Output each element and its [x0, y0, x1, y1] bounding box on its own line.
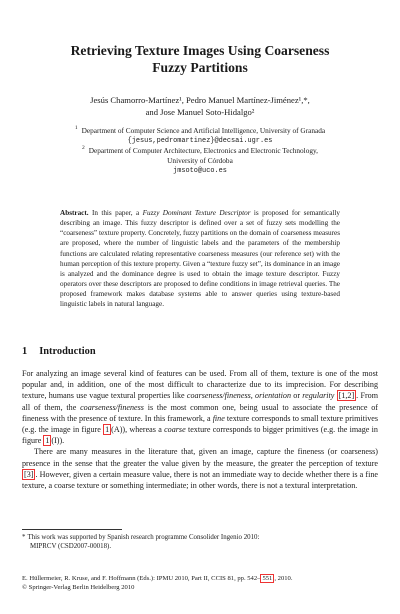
abstract-text-pre: In this paper, a [88, 209, 143, 217]
paper-title [20, 42, 380, 76]
emph: coarseness/fineness, orientation [186, 391, 292, 401]
affiliation-text-2: University of Córdoba [167, 156, 233, 166]
affiliation-email: {jesus,pedromartinez}@decsai.ugr.es [127, 137, 273, 146]
paragraph [22, 368, 378, 446]
abstract [60, 208, 340, 310]
title-line-1: Retrieving Texture Images Using Coarseness [70, 43, 330, 58]
footnote-mark: * [22, 534, 26, 541]
copyright-line: © Springer-Verlag Berlin Heidelberg 2010 [22, 584, 135, 592]
abstract-emph: Fuzzy Dominant Texture Descriptor [142, 209, 251, 217]
emph: regularity [302, 391, 335, 401]
text: (A)), whereas a [111, 425, 165, 435]
text: There are many measures in the literature that, given an image, capture the fineness (or coarseness) presence in the sense that the greater the value given by the measure, the greater the perception of texture [22, 447, 378, 468]
text: E. Hüllermeier, R. Kruse, and F. Hoffmann (Eds.): IPMU 2010, Part II, CCIS 81, pp. 542– [22, 575, 261, 582]
footnote-line-1 [22, 533, 378, 542]
title-line-2: Fuzzy Partitions [152, 60, 248, 75]
text: (I)). [51, 436, 65, 446]
citation-link[interactable]: [3] [24, 469, 34, 479]
affiliation-number: 2 [81, 145, 85, 152]
authors-line-2: and Jose Manuel Soto-Hidalgo² [145, 106, 255, 117]
citation-link[interactable]: [1,2] [338, 391, 355, 401]
emph: coarse [164, 425, 186, 435]
text: or [291, 391, 303, 401]
footnote-text: This work was supported by Spanish research programme Consolider Ingenio 2010: [27, 534, 260, 541]
section-heading [22, 346, 96, 357]
text: is the most common one, being usual to associate the presence of fineness with the presence of texture. In this framework, a [22, 402, 378, 423]
affiliation-1 [20, 126, 380, 136]
authors [20, 95, 380, 118]
text: . From all of them, the [22, 391, 379, 412]
emph: coarseness/fineness [80, 402, 144, 412]
text: . However, given a certain measure value, there is not an immediate way to decide whether there is a fine texture, a coarse texture or something intermediate; in other words, there is not a textural interpretation. [22, 469, 378, 491]
figure-link[interactable]: 1 [45, 436, 50, 446]
text: texture corresponds to small texture primitives (e.g. the image in figure [22, 413, 378, 435]
affiliation-2 [20, 146, 380, 156]
section-title: Introduction [39, 346, 96, 357]
authors-line-1: Jesús Chamorro-Martínez¹, Pedro Manuel Martínez-Jiménez¹,*, [90, 95, 310, 105]
text: For analyzing an image several kind of features can be used. From all of them, texture is one of the most popular and, in addition, one of the most difficult to characterize due to its imprecision. For describing texture, humans use vague textural properties like [22, 369, 378, 401]
text: , 2010. [274, 575, 293, 582]
emph: fine [212, 413, 225, 423]
affiliation-text: Department of Computer Science and Artificial Intelligence, University of Granada [81, 126, 326, 135]
footnote-rule [22, 529, 122, 530]
footnote-line-2: MIPRCV (CSD2007-00018). [30, 543, 112, 551]
abstract-label: Abstract. [60, 209, 89, 217]
body-text [22, 368, 378, 491]
affiliation-number: 1 [74, 125, 78, 131]
affiliation-text: Department of Computer Architecture, Electronics and Electronic Technology, [88, 146, 318, 156]
section-number: 1 [22, 346, 28, 357]
publication-line-1 [22, 574, 378, 583]
page-link[interactable]: 551 [262, 575, 273, 582]
publication-info [22, 574, 378, 592]
abstract-text-post: is proposed for semantically describing an image. This fuzzy descriptor is defined over a set of fuzzy sets modelling the “coarseness” texture property. Concretely, fuzzy partitions on the domain of coarseness measures are proposed, where the number of linguistic labels and the parameters of the membership functions are calculated relating representative coarseness measures (our reference set) with the human perception of this texture property. Given a “texture fuzzy set”, its dominance in an image is analyzed and the dominance degree is used to obtain the image texture descriptor. Fuzzy operators over these descriptors are proposed to define conditions in image retrieval queries. The proposed framework makes database systems able to answer queries using texture-based linguistic labels in natural language. [60, 209, 340, 309]
paragraph [22, 446, 378, 491]
text: texture corresponds to bigger primitives (e.g. the image in figure [22, 425, 378, 446]
affiliation-email: jmsoto@uco.es [173, 167, 227, 176]
affiliations [20, 126, 380, 176]
figure-link[interactable]: 1 [105, 425, 110, 435]
footnote [22, 533, 378, 552]
